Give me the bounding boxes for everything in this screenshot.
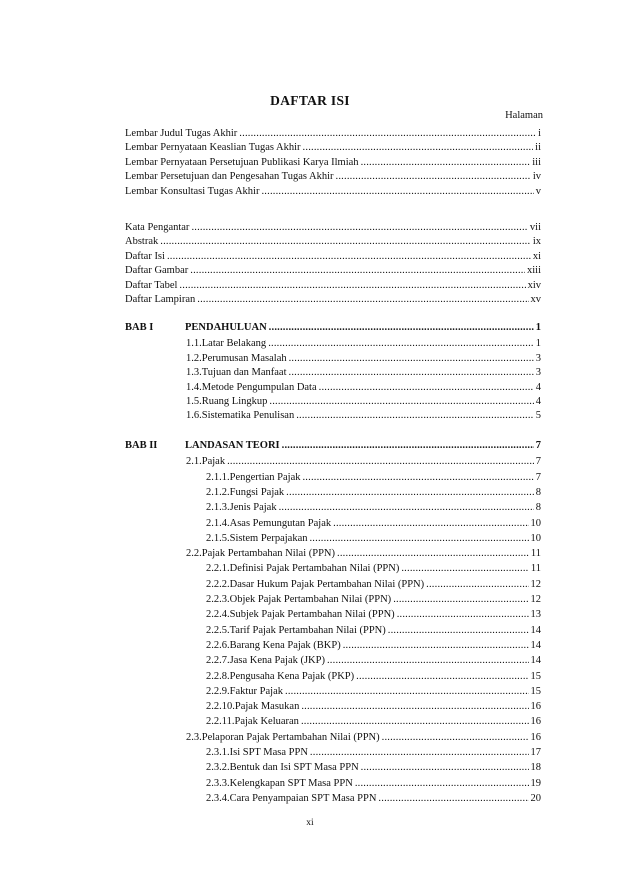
toc-entry-number: 2.2.10.	[206, 701, 235, 713]
toc-entry-page: i	[538, 128, 541, 139]
toc-subsection-entry	[206, 761, 541, 775]
toc-subsection-entry	[206, 562, 541, 576]
toc-entry-title: Sistematika Penulisan	[201, 410, 295, 422]
toc-entry-title: Ruang Lingkup	[201, 396, 268, 407]
toc-entry-front	[125, 235, 541, 249]
toc-entry-number: 2.2.	[186, 548, 202, 560]
dot-leader	[319, 381, 534, 395]
toc-entry-title: Asas Pemungutan Pajak	[229, 517, 332, 529]
dot-leader	[393, 593, 528, 607]
toc-entry-page: 10	[530, 517, 541, 529]
dot-leader	[303, 141, 534, 155]
toc-entry-title: Pengusaha Kena Pajak (PKP)	[229, 670, 355, 682]
toc-entry-number: 2.3.4.	[206, 792, 230, 804]
toc-subsection-entry	[206, 715, 541, 729]
toc-entry-front	[125, 185, 541, 199]
toc-entry-title: Tujuan dan Manfaat	[201, 367, 287, 379]
toc-section-entry	[186, 731, 541, 745]
toc-entry-page: v	[535, 185, 541, 197]
dot-leader	[167, 250, 531, 264]
toc-subsection-entry	[206, 608, 541, 622]
toc-entry-title: Kelengkapan SPT Masa PPN	[229, 777, 353, 789]
dot-leader	[388, 624, 529, 638]
dot-leader	[191, 221, 527, 235]
toc-entry-page: 7	[535, 456, 541, 468]
toc-entry-number: 1.2.	[186, 352, 202, 364]
toc-entry-page: 17	[530, 747, 541, 758]
toc-entry-number: 2.1.3.	[206, 502, 230, 514]
toc-entry-title: Subjek Pajak Pertambahan Nilai (PPN)	[229, 609, 395, 621]
toc-entry-page: 8	[535, 502, 541, 514]
toc-entry-title: Lembar Pernyataan Persetujuan Publikasi Karya Ilmiah	[125, 156, 359, 168]
toc-entry-title: Abstrak	[125, 236, 159, 248]
toc-entry-front	[125, 293, 541, 307]
toc-entry-page: ix	[532, 236, 541, 248]
toc-entry-number: 2.2.7.	[206, 655, 230, 667]
toc-subsection-entry	[206, 700, 541, 714]
toc-entry-number: 1.1.	[186, 338, 202, 350]
toc-entry-page: 14	[530, 639, 541, 651]
toc-entry-page: 12	[530, 594, 541, 605]
dot-leader	[337, 547, 529, 561]
toc-entry-title: Pelaporan Pajak Pertambahan Nilai (PPN)	[201, 731, 380, 743]
dot-leader	[333, 517, 528, 531]
toc-entry-title: Lembar Konsultasi Tugas Akhir	[125, 185, 260, 197]
toc-entry-page: 10	[530, 532, 541, 544]
toc-entry-title: Jenis Pajak	[229, 502, 277, 514]
dot-leader	[261, 185, 533, 199]
toc-entry-number: 2.2.1.	[206, 563, 230, 575]
toc-entry-title: Barang Kena Pajak (BKP)	[229, 639, 341, 651]
toc-entry-title: Pajak Masukan	[234, 701, 300, 713]
toc-subsection-entry	[206, 624, 541, 638]
toc-entry-number: 2.2.8.	[206, 670, 230, 682]
toc-subsection-entry	[206, 578, 541, 592]
toc-entry-page: 18	[530, 762, 541, 774]
dot-leader	[302, 471, 533, 485]
toc-entry-title: Latar Belakang	[201, 338, 267, 350]
toc-entry-front	[125, 221, 541, 235]
toc-entry-page: 4	[535, 396, 541, 407]
dot-leader	[361, 761, 529, 775]
toc-chapter-entry	[185, 439, 541, 453]
toc-entry-front	[125, 127, 541, 141]
dot-leader	[285, 685, 529, 699]
toc-subsection-entry	[206, 532, 541, 546]
dot-leader	[378, 792, 528, 806]
toc-entry-page: 16	[530, 716, 541, 728]
toc-entry-title: Jasa Kena Pajak (JKP)	[229, 655, 325, 667]
toc-entry-page: 19	[530, 777, 541, 789]
dot-leader	[310, 746, 529, 760]
toc-entry-number: 1.3.	[186, 367, 202, 379]
toc-section-entry	[186, 455, 541, 469]
toc-entry-title: Faktur Pajak	[229, 685, 283, 697]
toc-entry-title: Pengertian Pajak	[229, 471, 301, 483]
toc-entry-number: 2.2.9.	[206, 685, 230, 697]
toc-subsection-entry	[206, 517, 541, 531]
toc-section-entry	[186, 547, 541, 561]
toc-entry-number: 1.6.	[186, 410, 202, 422]
dot-leader	[282, 439, 534, 453]
toc-entry-page: 12	[530, 578, 541, 590]
chapter-label: BAB I	[125, 322, 154, 333]
dot-leader	[355, 777, 529, 791]
toc-entry-number: 2.2.11.	[206, 716, 235, 728]
toc-entry-number: 1.4.	[186, 381, 202, 393]
toc-entry-title: Lembar Persetujuan dan Pengesahan Tugas Akhir	[125, 171, 334, 183]
toc-entry-number: 2.2.4.	[206, 609, 230, 621]
dot-leader	[268, 337, 534, 351]
dot-leader	[289, 352, 534, 366]
toc-subsection-entry	[206, 777, 541, 791]
toc-entry-title: Kata Pengantar	[125, 222, 190, 233]
toc-entry-title: Daftar Gambar	[125, 265, 189, 277]
toc-entry-title: PENDAHULUAN	[185, 322, 267, 333]
dot-leader	[179, 279, 525, 293]
toc-entry-front	[125, 279, 541, 293]
toc-entry-page: 20	[530, 792, 541, 804]
toc-entry-title: Lembar Judul Tugas Akhir	[125, 128, 238, 139]
dot-leader	[426, 578, 528, 592]
toc-entry-title: Tarif Pajak Pertambahan Nilai (PPN)	[229, 624, 386, 636]
dot-leader	[343, 639, 529, 653]
toc-entry-page: 7	[535, 471, 541, 483]
toc-entry-page: xv	[530, 294, 541, 305]
toc-entry-front	[125, 156, 541, 170]
toc-entry-page: 1	[535, 322, 541, 333]
toc-entry-title: Objek Pajak Pertambahan Nilai (PPN)	[229, 594, 392, 605]
dot-leader	[269, 321, 534, 335]
toc-section-entry	[186, 395, 541, 409]
toc-entry-page: 3	[535, 352, 541, 364]
toc-subsection-entry	[206, 670, 541, 684]
toc-entry-page: vii	[529, 222, 541, 233]
toc-section-entry	[186, 366, 541, 380]
toc-entry-number: 2.3.	[186, 731, 202, 743]
toc-entry-number: 2.3.1.	[206, 747, 230, 758]
toc-entry-title: Dasar Hukum Pajak Pertambahan Nilai (PPN)	[229, 578, 425, 590]
toc-entry-number: 2.1.4.	[206, 517, 230, 529]
toc-entry-title: Bentuk dan Isi SPT Masa PPN	[229, 762, 359, 774]
toc-entry-page: 13	[530, 609, 541, 621]
dot-leader	[301, 700, 528, 714]
toc-entry-page: 16	[530, 731, 541, 743]
dot-leader	[289, 366, 534, 380]
toc-subsection-entry	[206, 685, 541, 699]
chapter-label: BAB II	[125, 440, 158, 451]
toc-entry-page: 15	[530, 670, 541, 682]
toc-entry-number: 2.1.5.	[206, 532, 230, 544]
toc-subsection-entry	[206, 486, 541, 500]
toc-entry-title: Daftar Tabel	[125, 279, 178, 291]
toc-entry-page: 1	[535, 338, 541, 350]
toc-entry-page: 4	[535, 381, 541, 393]
toc-entry-title: Pajak Keluaran	[234, 716, 299, 728]
dot-leader	[397, 608, 529, 622]
toc-entry-number: 2.1.	[186, 456, 202, 468]
toc-entry-front	[125, 264, 541, 278]
toc-section-entry	[186, 409, 541, 423]
page-title: DAFTAR ISI	[270, 93, 350, 108]
toc-entry-page: 11	[530, 563, 541, 575]
toc-section-entry	[186, 381, 541, 395]
toc-entry-title: Sistem Perpajakan	[229, 532, 308, 544]
toc-entry-page: xi	[532, 250, 541, 262]
toc-entry-front	[125, 250, 541, 264]
dot-leader	[286, 486, 534, 500]
toc-entry-title: Daftar Lampiran	[125, 294, 196, 305]
toc-entry-title: Metode Pengumpulan Data	[201, 381, 317, 393]
toc-entry-title: Fungsi Pajak	[229, 486, 285, 498]
dot-leader	[239, 127, 536, 141]
toc-entry-page: 5	[535, 410, 541, 422]
toc-section-entry	[186, 337, 541, 351]
toc-entry-title: Daftar Isi	[125, 250, 165, 262]
dot-leader	[336, 170, 531, 184]
toc-entry-page: 3	[535, 367, 541, 379]
dot-leader	[279, 501, 534, 515]
toc-section-entry	[186, 352, 541, 366]
toc-entry-number: 2.2.6.	[206, 639, 230, 651]
dot-leader	[160, 235, 531, 249]
toc-entry-page: iii	[532, 156, 541, 168]
toc-entry-number: 1.5.	[186, 396, 202, 407]
toc-subsection-entry	[206, 746, 541, 760]
dot-leader	[401, 562, 529, 576]
toc-entry-number: 2.3.2.	[206, 762, 230, 774]
toc-entry-title: Lembar Pernyataan Keaslian Tugas Akhir	[125, 142, 301, 154]
dot-leader	[197, 293, 528, 307]
toc-entry-page: 8	[535, 486, 541, 498]
toc-entry-title: Pajak	[201, 456, 226, 468]
page-number: xi	[306, 818, 314, 828]
toc-entry-page: 14	[530, 624, 541, 636]
page-column-header: Halaman	[505, 110, 543, 121]
toc-entry-page: xiv	[527, 279, 541, 291]
dot-leader	[227, 455, 534, 469]
dot-leader	[301, 715, 529, 729]
toc-entry-title: LANDASAN TEORI	[185, 440, 280, 451]
dot-leader	[269, 395, 533, 409]
dot-leader	[382, 731, 529, 745]
toc-entry-number: 2.2.2.	[206, 578, 230, 590]
toc-entry-page: 16	[530, 701, 541, 713]
toc-entry-front	[125, 141, 541, 155]
toc-entry-page: iv	[532, 171, 541, 183]
toc-entry-title: Perumusan Masalah	[201, 352, 287, 364]
toc-subsection-entry	[206, 593, 541, 607]
toc-entry-title: Pajak Pertambahan Nilai (PPN)	[201, 548, 336, 560]
toc-entry-page: 15	[530, 685, 541, 697]
toc-subsection-entry	[206, 792, 541, 806]
dot-leader	[190, 264, 525, 278]
toc-entry-front	[125, 170, 541, 184]
toc-entry-page: 14	[530, 655, 541, 667]
dot-leader	[296, 409, 534, 423]
toc-entry-title: Definisi Pajak Pertambahan Nilai (PPN)	[229, 563, 400, 575]
toc-entry-title: Isi SPT Masa PPN	[229, 747, 308, 758]
dot-leader	[309, 532, 528, 546]
toc-entry-title: Cara Penyampaian SPT Masa PPN	[229, 792, 377, 804]
toc-entry-number: 2.1.2.	[206, 486, 230, 498]
toc-entry-page: ii	[535, 142, 541, 154]
toc-subsection-entry	[206, 471, 541, 485]
toc-entry-page: 7	[535, 440, 541, 451]
toc-subsection-entry	[206, 639, 541, 653]
dot-leader	[327, 654, 529, 668]
toc-entry-number: 2.1.1.	[206, 471, 230, 483]
toc-entry-number: 2.3.3.	[206, 777, 230, 789]
toc-subsection-entry	[206, 501, 541, 515]
toc-entry-page: xiii	[526, 265, 541, 277]
toc-subsection-entry	[206, 654, 541, 668]
toc-entry-number: 2.2.5.	[206, 624, 230, 636]
dot-leader	[361, 156, 531, 170]
toc-entry-number: 2.2.3.	[206, 594, 230, 605]
dot-leader	[356, 670, 528, 684]
toc-chapter-entry	[185, 321, 541, 335]
toc-entry-page: 11	[530, 548, 541, 560]
